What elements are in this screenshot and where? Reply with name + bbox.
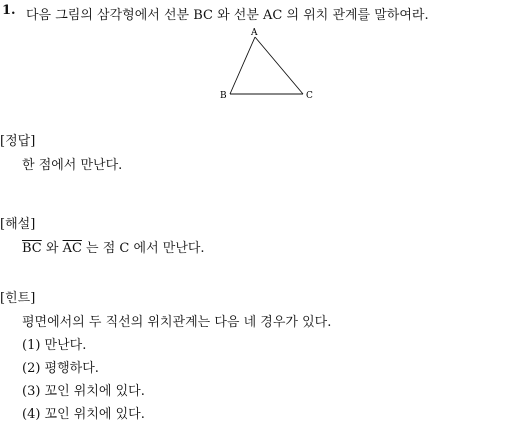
hint-intro: 평면에서의 두 직선의 위치관계는 다음 네 경우가 있다. xyxy=(22,315,332,330)
segment-ac: $\overline{AC}$ xyxy=(62,241,82,256)
answer-heading: [정답] xyxy=(0,134,36,149)
vertex-label-b: B xyxy=(220,91,227,101)
hint-heading: [힌트] xyxy=(0,291,36,306)
explanation-heading: [해설] xyxy=(0,217,36,232)
question-text: 다음 그림의 삼각형에서 선분 BC 와 선분 AC 의 위치 관계를 말하여라. xyxy=(26,8,429,23)
answer-text: 한 점에서 만난다. xyxy=(22,158,123,173)
explanation-rest: 는 점 C 에서 만난다. xyxy=(81,241,205,256)
hint-item-2: (2) 평행하다. xyxy=(22,361,99,376)
explanation-connector: 와 xyxy=(41,241,63,256)
hint-item-3: (3) 꼬인 위치에 있다. xyxy=(22,384,145,399)
explanation-text xyxy=(22,237,205,256)
side-ac xyxy=(255,37,303,94)
question-number: 1. xyxy=(2,3,16,18)
segment-bc: $\overline{BC}$ xyxy=(22,241,42,256)
vertex-label-a: A xyxy=(251,28,258,38)
triangle-figure xyxy=(215,25,320,102)
side-ab xyxy=(230,37,255,94)
hint-item-1: (1) 만난다. xyxy=(22,338,87,353)
hint-item-4: (4) 꼬인 위치에 있다. xyxy=(22,407,145,422)
triangle-diagram xyxy=(215,25,320,102)
vertex-label-c: C xyxy=(306,91,313,101)
